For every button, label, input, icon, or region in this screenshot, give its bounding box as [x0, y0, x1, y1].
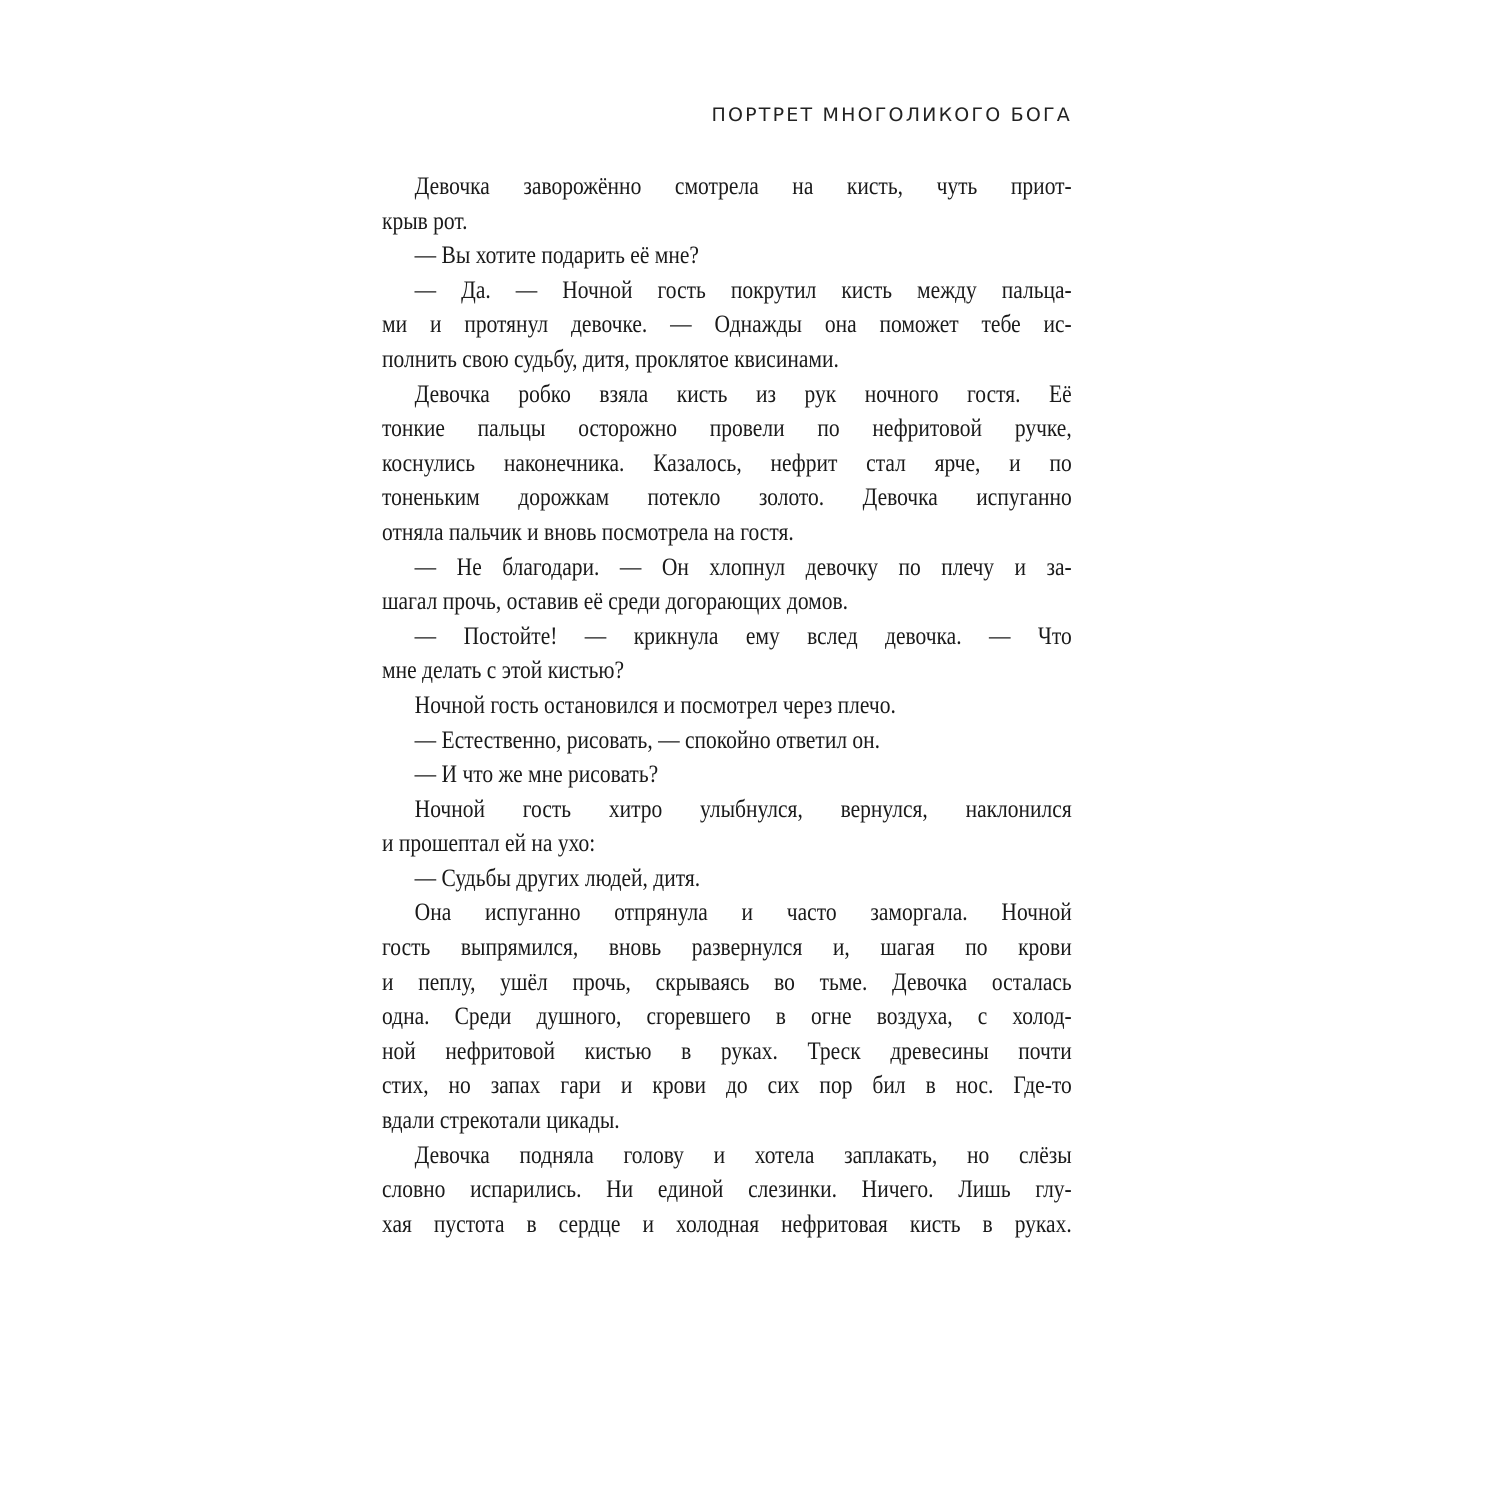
paragraph: [382, 896, 1072, 1138]
text-line: мне делать с этой кистью?: [382, 657, 624, 685]
text-line: — Не благодари. — Он хлопнул девочку по плечу и за-: [414, 553, 1072, 581]
text-line: — И что же мне рисовать?: [414, 761, 659, 789]
text-line: — Да. — Ночной гость покрутил кисть между пальца-: [414, 276, 1072, 304]
text-line: коснулись наконечника. Казалось, нефрит стал ярче, и по: [382, 449, 1072, 477]
paragraph: [382, 758, 1072, 793]
text-line: хая пустота в сердце и холодная нефритовая кисть в руках.: [382, 1210, 1072, 1238]
text-line: — Постойте! — крикнула ему вслед девочка. — Что: [414, 622, 1072, 650]
text-line: — Естественно, рисовать, — спокойно ответил он.: [414, 726, 881, 754]
text-line: — Вы хотите подарить её мне?: [414, 242, 699, 270]
body-text: [382, 170, 1072, 1242]
text-line: Она испуганно отпрянула и часто заморгала. Ночной: [414, 899, 1072, 927]
text-line: Ночной гость остановился и посмотрел через плечо.: [414, 691, 896, 719]
text-line: одна. Среди душного, сгоревшего в огне воздуха, с холод-: [382, 1003, 1072, 1031]
text-line: шагал прочь, оставив её среди догорающих домов.: [382, 588, 849, 616]
running-head: ПОРТРЕТ МНОГОЛИКОГО БОГА: [711, 104, 1072, 126]
paragraph: [382, 793, 1072, 862]
paragraph: [382, 620, 1072, 689]
text-line: гость выпрямился, вновь развернулся и, шагая по крови: [382, 934, 1072, 962]
text-line: отняла пальчик и вновь посмотрела на гостя.: [382, 518, 794, 546]
text-line: — Судьбы других людей, дитя.: [414, 864, 701, 892]
text-line: и прошептал ей на ухо:: [382, 830, 596, 858]
text-line: стих, но запах гари и крови до сих пор бил в нос. Где-то: [382, 1072, 1072, 1100]
paragraph: [382, 862, 1072, 897]
text-line: Девочка подняла голову и хотела заплакать, но слёзы: [414, 1141, 1072, 1169]
paragraph: [382, 239, 1072, 274]
text-line: словно испарились. Ни единой слезинки. Ничего. Лишь глу-: [382, 1176, 1072, 1204]
paragraph: [382, 170, 1072, 239]
paragraph: [382, 274, 1072, 378]
text-line: ной нефритовой кистью в руках. Треск древесины почти: [382, 1037, 1072, 1065]
text-line: Девочка робко взяла кисть из рук ночного гостя. Её: [414, 380, 1072, 408]
text-line: Девочка заворожённо смотрела на кисть, чуть приот-: [414, 173, 1072, 200]
text-line: ми и протянул девочке. — Однажды она поможет тебе ис-: [382, 311, 1072, 339]
text-line: крыв рот.: [382, 207, 468, 235]
paragraph: [382, 689, 1072, 724]
paragraph: [382, 378, 1072, 551]
paragraph: [382, 551, 1072, 620]
text-line: тоненьким дорожкам потекло золото. Девочка испуганно: [382, 484, 1072, 512]
text-line: тонкие пальцы осторожно провели по нефритовой ручке,: [382, 415, 1072, 443]
text-line: вдали стрекотали цикады.: [382, 1107, 620, 1135]
text-line: и пеплу, ушёл прочь, скрываясь во тьме. Девочка осталась: [382, 968, 1072, 996]
text-line: Ночной гость хитро улыбнулся, вернулся, наклонился: [414, 795, 1072, 823]
paragraph: [382, 1139, 1072, 1243]
text-line: полнить свою судьбу, дитя, проклятое квисинами.: [382, 345, 839, 373]
paragraph: [382, 724, 1072, 759]
